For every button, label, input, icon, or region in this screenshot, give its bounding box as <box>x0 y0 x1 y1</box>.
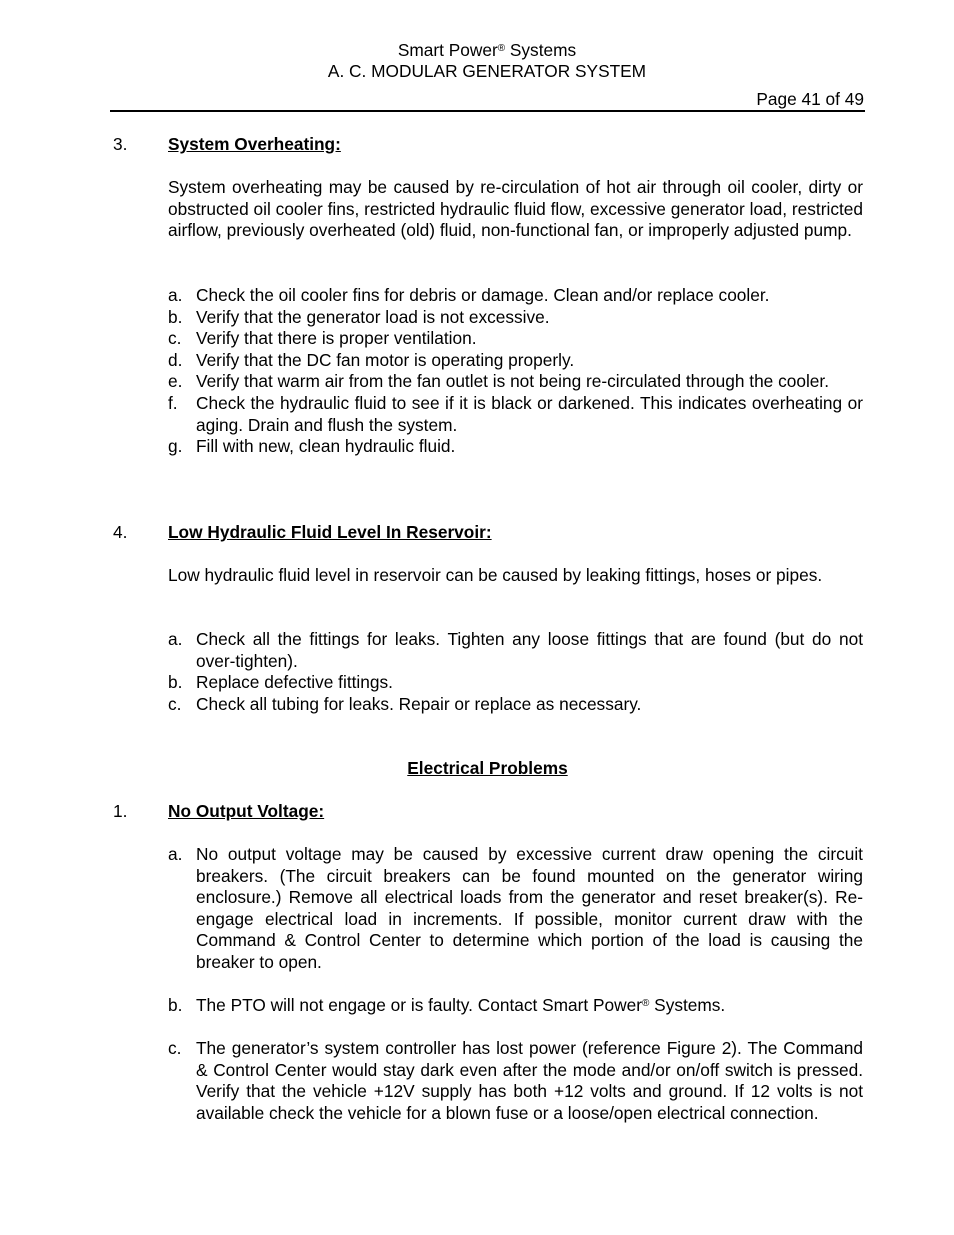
section-paragraph: System overheating may be caused by re-circulation of hot air through oil cooler, dirty or obstructed oil cooler fins, restricted hydraulic fluid flow, excessive generator load, restricted airflow, previously overheated (old) fluid, non-functional fan, or improperly adjusted pump. <box>168 177 863 241</box>
list-item: e. Verify that warm air from the fan outlet is not being re-circulated through the cooler. <box>168 371 830 392</box>
section-number: 3. <box>113 134 128 154</box>
section-list <box>168 995 863 1017</box>
list-item: a. Check the oil cooler fins for debris or damage. Clean and/or replace cooler. <box>168 285 770 305</box>
list-item: b. Verify that the generator load is not excessive. <box>168 306 550 327</box>
list-item: c. Verify that there is proper ventilation. <box>168 328 477 349</box>
header-subtitle: A. C. MODULAR GENERATOR SYSTEM <box>327 61 647 81</box>
list-item: c. The generator’s system controller has lost power (reference Figure 2). The Command & Control Center would stay dark even after the mode and/or on/off switch is pressed. Verify that the vehicle +12V supply has both +12 volts and ground. If 12 volts is not available check the vehicle for a blown fuse or a loose/open electrical connection. <box>168 1038 863 1123</box>
list-item: a. Check all the fittings for leaks. Tighten any loose fittings that are found (but do not over-tighten). <box>168 629 863 671</box>
registered-mark: ® <box>642 998 650 1009</box>
registered-mark: ® <box>497 43 506 54</box>
list-item: g. Fill with new, clean hydraulic fluid. <box>168 436 456 457</box>
header-title <box>110 40 864 61</box>
brand-suffix: Systems <box>505 40 577 60</box>
list-item: b. Replace defective fittings. <box>168 672 393 693</box>
list-item: b. The PTO will not engage or is faulty. Contact Smart Power® Systems. <box>168 995 726 1015</box>
section-list <box>168 285 863 458</box>
section-number: 4. <box>113 522 128 542</box>
list-item: f. Check the hydraulic fluid to see if it is black or darkened. This indicates overheating or aging. Drain and flush the system. <box>168 392 863 435</box>
section-list <box>168 1038 863 1124</box>
list-item: d. Verify that the DC fan motor is operating properly. <box>168 349 575 370</box>
page-header <box>110 40 864 82</box>
page-number: Page 41 of 49 <box>756 89 864 109</box>
section-paragraph: Low hydraulic fluid level in reservoir can be caused by leaking fittings, hoses or pipes. <box>168 565 823 585</box>
electrical-problems-heading: Electrical Problems <box>407 758 568 778</box>
section-heading: No Output Voltage: <box>168 801 325 821</box>
section-heading: System Overheating: <box>168 134 341 154</box>
section-heading: Low Hydraulic Fluid Level In Reservoir: <box>168 522 492 542</box>
section-list <box>168 629 863 715</box>
header-divider <box>110 110 865 112</box>
brand-name: Smart Power <box>397 40 498 60</box>
section-list <box>168 844 863 974</box>
list-item: a. No output voltage may be caused by excessive current draw opening the circuit breakers. (The circuit breakers can be found mounted on the generator wiring enclosure.) Remove all electrical loads from the generator and reset breaker(s). Re-engage electrical load in increments. If possible, monitor current draw with the Command & Control Center to determine which portion of the load is causing the breaker to open. <box>168 844 863 972</box>
section-number: 1. <box>113 801 128 821</box>
list-item: c. Check all tubing for leaks. Repair or replace as necessary. <box>168 693 642 714</box>
